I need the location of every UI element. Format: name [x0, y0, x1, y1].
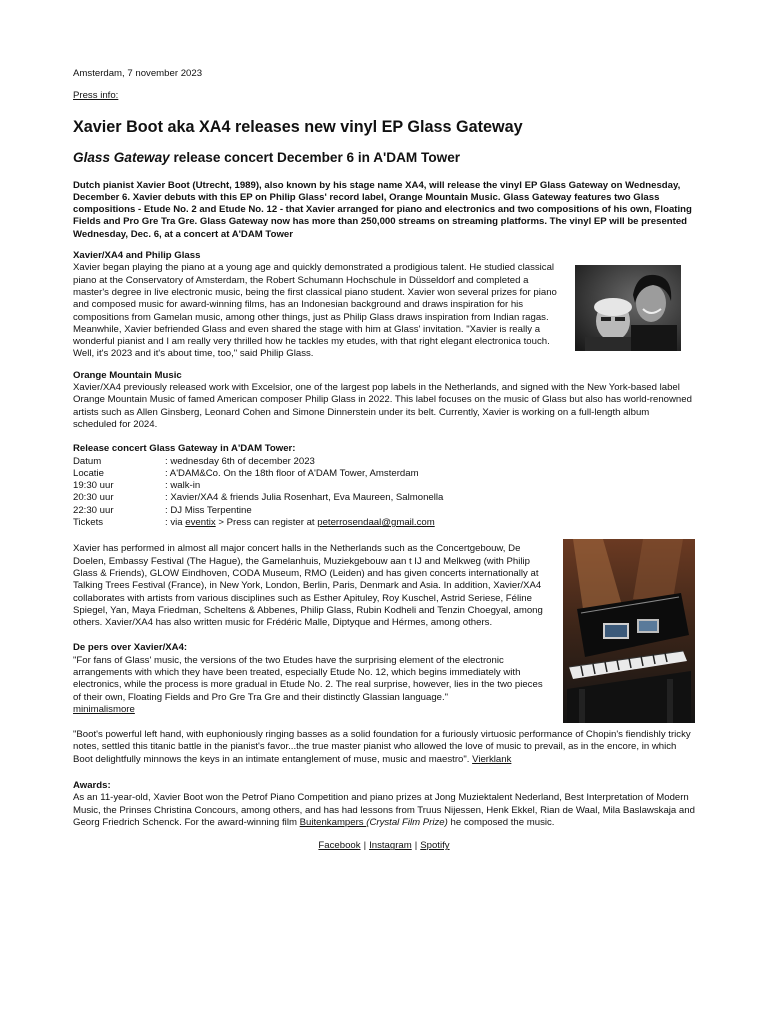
photo-piano-setup	[563, 539, 695, 723]
event-value: : walk-in	[165, 480, 201, 492]
subhead-em: Glass Gateway	[73, 149, 170, 165]
event-key: 22:30 uur	[73, 504, 114, 516]
event-details-table	[73, 456, 443, 530]
press-release-page	[73, 68, 695, 853]
photo-xavier-and-philip-glass	[575, 265, 681, 351]
press-quote-2	[73, 729, 695, 766]
section-performed	[73, 543, 695, 716]
event-value: : Xavier/XA4 & friends Julia Rosenhart, Eva Maureen, Salmonella	[165, 492, 444, 504]
vierklank-link[interactable]: Vierklank	[472, 753, 512, 765]
paragraph-philip-glass: Xavier began playing the piano at a young age and quickly demonstrated a prodigious talent. He studied classical piano at the Conservatory of Amsterdam, the Robert Schumann Hochschule in Düsseldorf and completed a master's degree in live electronic music, being the first classical piano student. Xavier won several prizes for piano and composed music for award-winning films, has an Indonesian background and draws inspiration for his compositions from Gamelan music, among other things, just as Philip Glass draws inspiration from Indian ragas. Meanwhile, Xavier befriended Glass and even shared the stage with him at Glass' invitation. "Xavier is really a wonderful pianist and I am really very thrilled how he tackles my etudes, with that right elegant electronica touch. Well, it's 2023 and it's about time, too," said Philip Glass.	[73, 262, 557, 360]
subheadline	[73, 149, 695, 167]
facebook-link[interactable]: Facebook	[318, 840, 361, 852]
instagram-link[interactable]: Instagram	[369, 840, 412, 852]
event-key: Tickets	[73, 517, 104, 529]
date-line: Amsterdam, 7 november 2023	[73, 68, 203, 79]
awards-body: As an 11-year-old, Xavier Boot won the Petrof Piano Competition and piano prizes at Jong Muziektalent Nederland, Best Interpretation of Modern Music, the Prinses Christina Concours, among others, and has had lessons from Truus Nijessen, Henk Ekkel, Rian de Waal, Mila Baslawskaja and Georg Friedrich Schenck. For the award-winning film	[73, 792, 695, 828]
awards-film-prize: (Crystal Film Prize)	[366, 816, 448, 828]
tickets-mid: > Press can register at	[215, 517, 318, 529]
social-links	[73, 840, 695, 852]
quote-2-text: "Boot's powerful left hand, with euphoniously ringing basses as a solid foundation for a furiously virtuosic performance of Chopin's fiendishly tricky notes, settled this titanic battle in the pianist's favor...the true master pianist who allowed the love of music to prevail, as in the encore, in which Boot delightfully minnows the keys in an intimate entanglement of muse, music and maestro".	[73, 729, 691, 765]
section-philip-glass	[73, 250, 695, 361]
event-value	[165, 517, 443, 529]
event-row-performance	[73, 492, 443, 504]
buitenkampers-link[interactable]: Buitenkampers	[299, 816, 367, 828]
event-value: : DJ Miss Terpentine	[165, 504, 252, 516]
spotify-link[interactable]: Spotify	[420, 840, 450, 852]
tickets-prefix: : via	[165, 517, 186, 529]
event-value: : wednesday 6th of december 2023	[165, 455, 315, 467]
event-key: Locatie	[73, 467, 104, 479]
event-row-dj	[73, 505, 443, 517]
event-key: 19:30 uur	[73, 480, 114, 492]
separator: |	[363, 840, 367, 852]
minimalismore-link[interactable]: minimalismore	[73, 703, 135, 715]
headline: Xavier Boot aka XA4 releases new vinyl EP Glass Gateway	[73, 117, 523, 136]
awards-tail: he composed the music.	[447, 816, 555, 828]
section-title-philip-glass: Xavier/XA4 and Philip Glass	[73, 250, 201, 262]
section-title-release-concert: Release concert Glass Gateway in A'DAM Tower:	[73, 443, 296, 455]
section-awards	[73, 780, 695, 829]
event-row-tickets	[73, 517, 443, 529]
subhead-rest: release concert December 6 in A'DAM Tower	[169, 149, 461, 165]
event-key: Datum	[73, 455, 102, 467]
section-title-orange-mountain: Orange Mountain Music	[73, 369, 182, 381]
section-orange-mountain	[73, 370, 695, 431]
event-row-datum	[73, 456, 443, 468]
section-press-quote-2	[73, 729, 695, 766]
paragraph-performed: Xavier has performed in almost all major concert halls in the Netherlands such as the Concertgebouw, De Doelen, Embassy Festival (The Hague), the Gamelanhuis, Muziekgebouw aan t IJ and Melkweg (with Philip Glass & Friends), GLOW Eindhoven, CODA Museum, RMO (Leiden) and has given concerts internationally at Talking Trees Festival (France), in New York, London, Berlin, Paris, Denmark and Asia. In addition, Xavier/XA4 collaborates with artists from various disciplines such as Esther Apituley, Roy Kuschel, Astrid Seriese, Féline Spiegel, Yan, Maya Friedman, Scheltens & Abbenes, Philip Glass, Rubin Kodheli and Tenzin Choegyal, among others. Xavier/XA4 has also written music for Frédéric Malle, Diptyque and Hérmes, among others.	[73, 543, 543, 629]
paragraph-awards	[73, 792, 695, 829]
event-key: 20:30 uur	[73, 492, 114, 504]
section-title-awards: Awards:	[73, 780, 111, 792]
separator: |	[414, 840, 418, 852]
event-row-locatie	[73, 468, 443, 480]
section-title-press: De pers over Xavier/XA4:	[73, 642, 188, 654]
lead-paragraph: Dutch pianist Xavier Boot (Utrecht, 1989), also known by his stage name XA4, will release the vinyl EP Glass Gateway on Wednesday, December 6. Xavier debuts with this EP on Philip Glass' record label, Orange Mountain Music. Glass Gateway features two Glass compositions - Etude No. 2 and Etude No. 12 - that Xavier arranged for piano and electronics and two compositions of his own, Floating Fields and Pro Gre Tra Gre. Glass Gateway now has more than 250,000 streams on streaming platforms. The vinyl EP will be presented Wednesday, Dec. 6, at a concert at A'DAM Tower	[73, 179, 692, 240]
press-email-link[interactable]: peterrosendaal@gmail.com	[317, 517, 435, 529]
event-row-walk-in	[73, 480, 443, 492]
event-value: : A'DAM&Co. On the 18th floor of A'DAM Tower, Amsterdam	[165, 467, 419, 479]
eventix-link[interactable]: eventix	[185, 517, 216, 529]
press-info-label: Press info:	[73, 90, 119, 102]
quote-1-text: "For fans of Glass' music, the versions of the two Etudes have the surprising element of the electronic arrangements with which they have been treated, especially Etude No. 12, which begins immediately with electronics, while the process is more gradual in Etude No. 2. The real surprise, however, lies in the two pieces of their own, Floating Fields and Pro Gre Tra Gre and their distinctly Glassian language."	[73, 654, 543, 703]
section-release-concert	[73, 443, 695, 529]
paragraph-orange-mountain: Xavier/XA4 previously released work with Excelsior, one of the largest pop labels in the Netherlands, and signed with the New York-based label Orange Mountain Music of famed American composer Philip Glass in 2022. This label focuses on the music of Glass but also has world-renowned artists such as Allen Ginsberg, Leonard Cohen and Simone Dinnerstein under its belt. Currently, Xavier is working on a full-length album scheduled for 2024.	[73, 382, 692, 430]
